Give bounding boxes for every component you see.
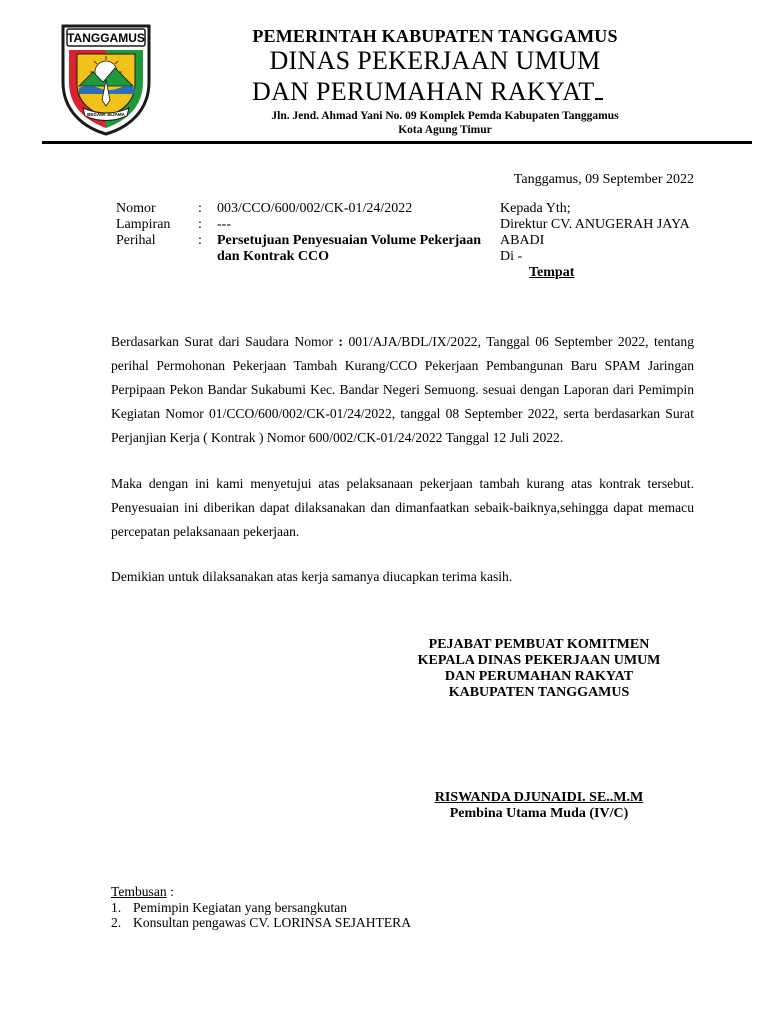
- copies-section: [111, 884, 411, 931]
- meta-label: Lampiran: [116, 217, 171, 232]
- recipient-at: Di -: [500, 249, 523, 264]
- recipient-block: [500, 201, 700, 281]
- meta-value: 003/CCO/600/002/CK-01/24/2022: [217, 201, 413, 216]
- meta-label: Nomor: [116, 201, 156, 216]
- body-p1-colon: :: [332, 334, 349, 349]
- meta-value: ---: [217, 217, 231, 232]
- copies-list: [111, 900, 411, 931]
- signatory-title-line2: KEPALA DINAS PEKERJAAN UMUM: [417, 653, 661, 668]
- list-item-number: 1.: [111, 899, 122, 915]
- signatory-title-line1: PEJABAT PEMBUAT KOMITMEN: [428, 637, 650, 652]
- meta-row-attachment: [116, 217, 485, 233]
- government-name: PEMERINTAH KABUPATEN TANGGAMUS: [252, 26, 618, 46]
- copies-heading: [111, 884, 411, 900]
- signatory-title-line4: KABUPATEN TANGGAMUS: [448, 685, 630, 700]
- body-paragraph-3: Demikian untuk dilaksanakan atas kerja samanya diucapkan terima kasih.: [111, 569, 513, 584]
- signatory-title-line3: DAN PERUMAHAN RAKYAT: [444, 669, 634, 684]
- letter-meta: [116, 201, 485, 265]
- address-line1: Jln. Jend. Ahmad Yani No. 09 Komplek Pemda Kabupaten Tanggamus: [271, 110, 619, 122]
- body-p1-part-a: Berdasarkan Surat dari Saudara Nomor: [111, 334, 333, 349]
- meta-row-subject: [116, 233, 485, 265]
- body-p1-part-b: 001/AJA/BDL/IX/2022, Tanggal 06 September 2022, tentang perihal Permohonan Pekerjaan Tambah Kurang/CCO Pekerjaan Pembangunan Baru SPAM Jaringan Perpipaan Pekon Bandar Sukabumi Kec. Bandar Negeri Semuong. sesuai dengan Laporan dari Pemimpin Kegiatan Nomor 01/CCO/600/002/CK-01/24/2022, tanggal 08 September 2022, serta berdasarkan Surat Perjanjian Kerja ( Kontrak ) Nomor 600/002/CK-01/24/2022 Tanggal 12 Juli 2022.: [111, 334, 695, 445]
- regency-emblem-logo: [57, 20, 155, 136]
- letterhead-divider: [42, 141, 752, 144]
- trailing-underline: [595, 76, 603, 100]
- list-item: [111, 900, 411, 916]
- letter-date: Tanggamus, 09 September 2022: [513, 172, 694, 187]
- recipient-name: Direktur CV. ANUGERAH JAYA ABADI: [500, 217, 690, 248]
- meta-row-number: [116, 201, 485, 217]
- address-line2: Kota Agung Timur: [398, 124, 492, 136]
- meta-colon: :: [198, 233, 202, 248]
- list-item: [111, 915, 411, 931]
- list-item-text: Pemimpin Kegiatan yang bersangkutan: [133, 899, 348, 915]
- signatory-name: RISWANDA DJUNAIDI. SE..M.M: [434, 790, 644, 805]
- body-paragraph-2: Maka dengan ini kami menyetujui atas pelaksanaan pekerjaan tambah kurang atas kontrak tersebut. Penyesuaian ini diberikan dapat dilaksanakan dan dimanfaatkan sebaik-baiknya,sehingga dapat memacu percepatan pelaksanaan pekerjaan.: [111, 476, 694, 539]
- list-item-number: 2.: [111, 915, 122, 930]
- list-item-text: Konsultan pengawas CV. LORINSA SEJAHTERA: [133, 915, 412, 930]
- copies-label-suffix: :: [166, 884, 174, 899]
- signatory-block: [380, 790, 698, 822]
- meta-colon: :: [198, 217, 202, 232]
- recipient-salutation: Kepada Yth;: [500, 201, 571, 216]
- recipient-place: Tempat: [529, 265, 575, 280]
- department-name-line2-text: DAN PERUMAHAN RAKYAT: [252, 77, 595, 106]
- department-name-line1: DINAS PEKERJAAN UMUM: [269, 46, 601, 75]
- svg-text:TANGGAMUS: TANGGAMUS: [67, 31, 145, 45]
- meta-label: Perihal: [116, 233, 156, 248]
- svg-text:BEGAWI JEJAMA: BEGAWI JEJAMA: [87, 112, 125, 117]
- meta-colon: :: [198, 201, 202, 216]
- department-name-line2: [252, 76, 603, 107]
- copies-label: Tembusan: [111, 884, 167, 899]
- signatory-title: [380, 637, 698, 701]
- signatory-rank: Pembina Utama Muda (IV/C): [449, 806, 629, 821]
- body-paragraph-1: [111, 330, 694, 450]
- meta-value-subject: Persetujuan Penyesuaian Volume Pekerjaan dan Kontrak CCO: [217, 233, 482, 264]
